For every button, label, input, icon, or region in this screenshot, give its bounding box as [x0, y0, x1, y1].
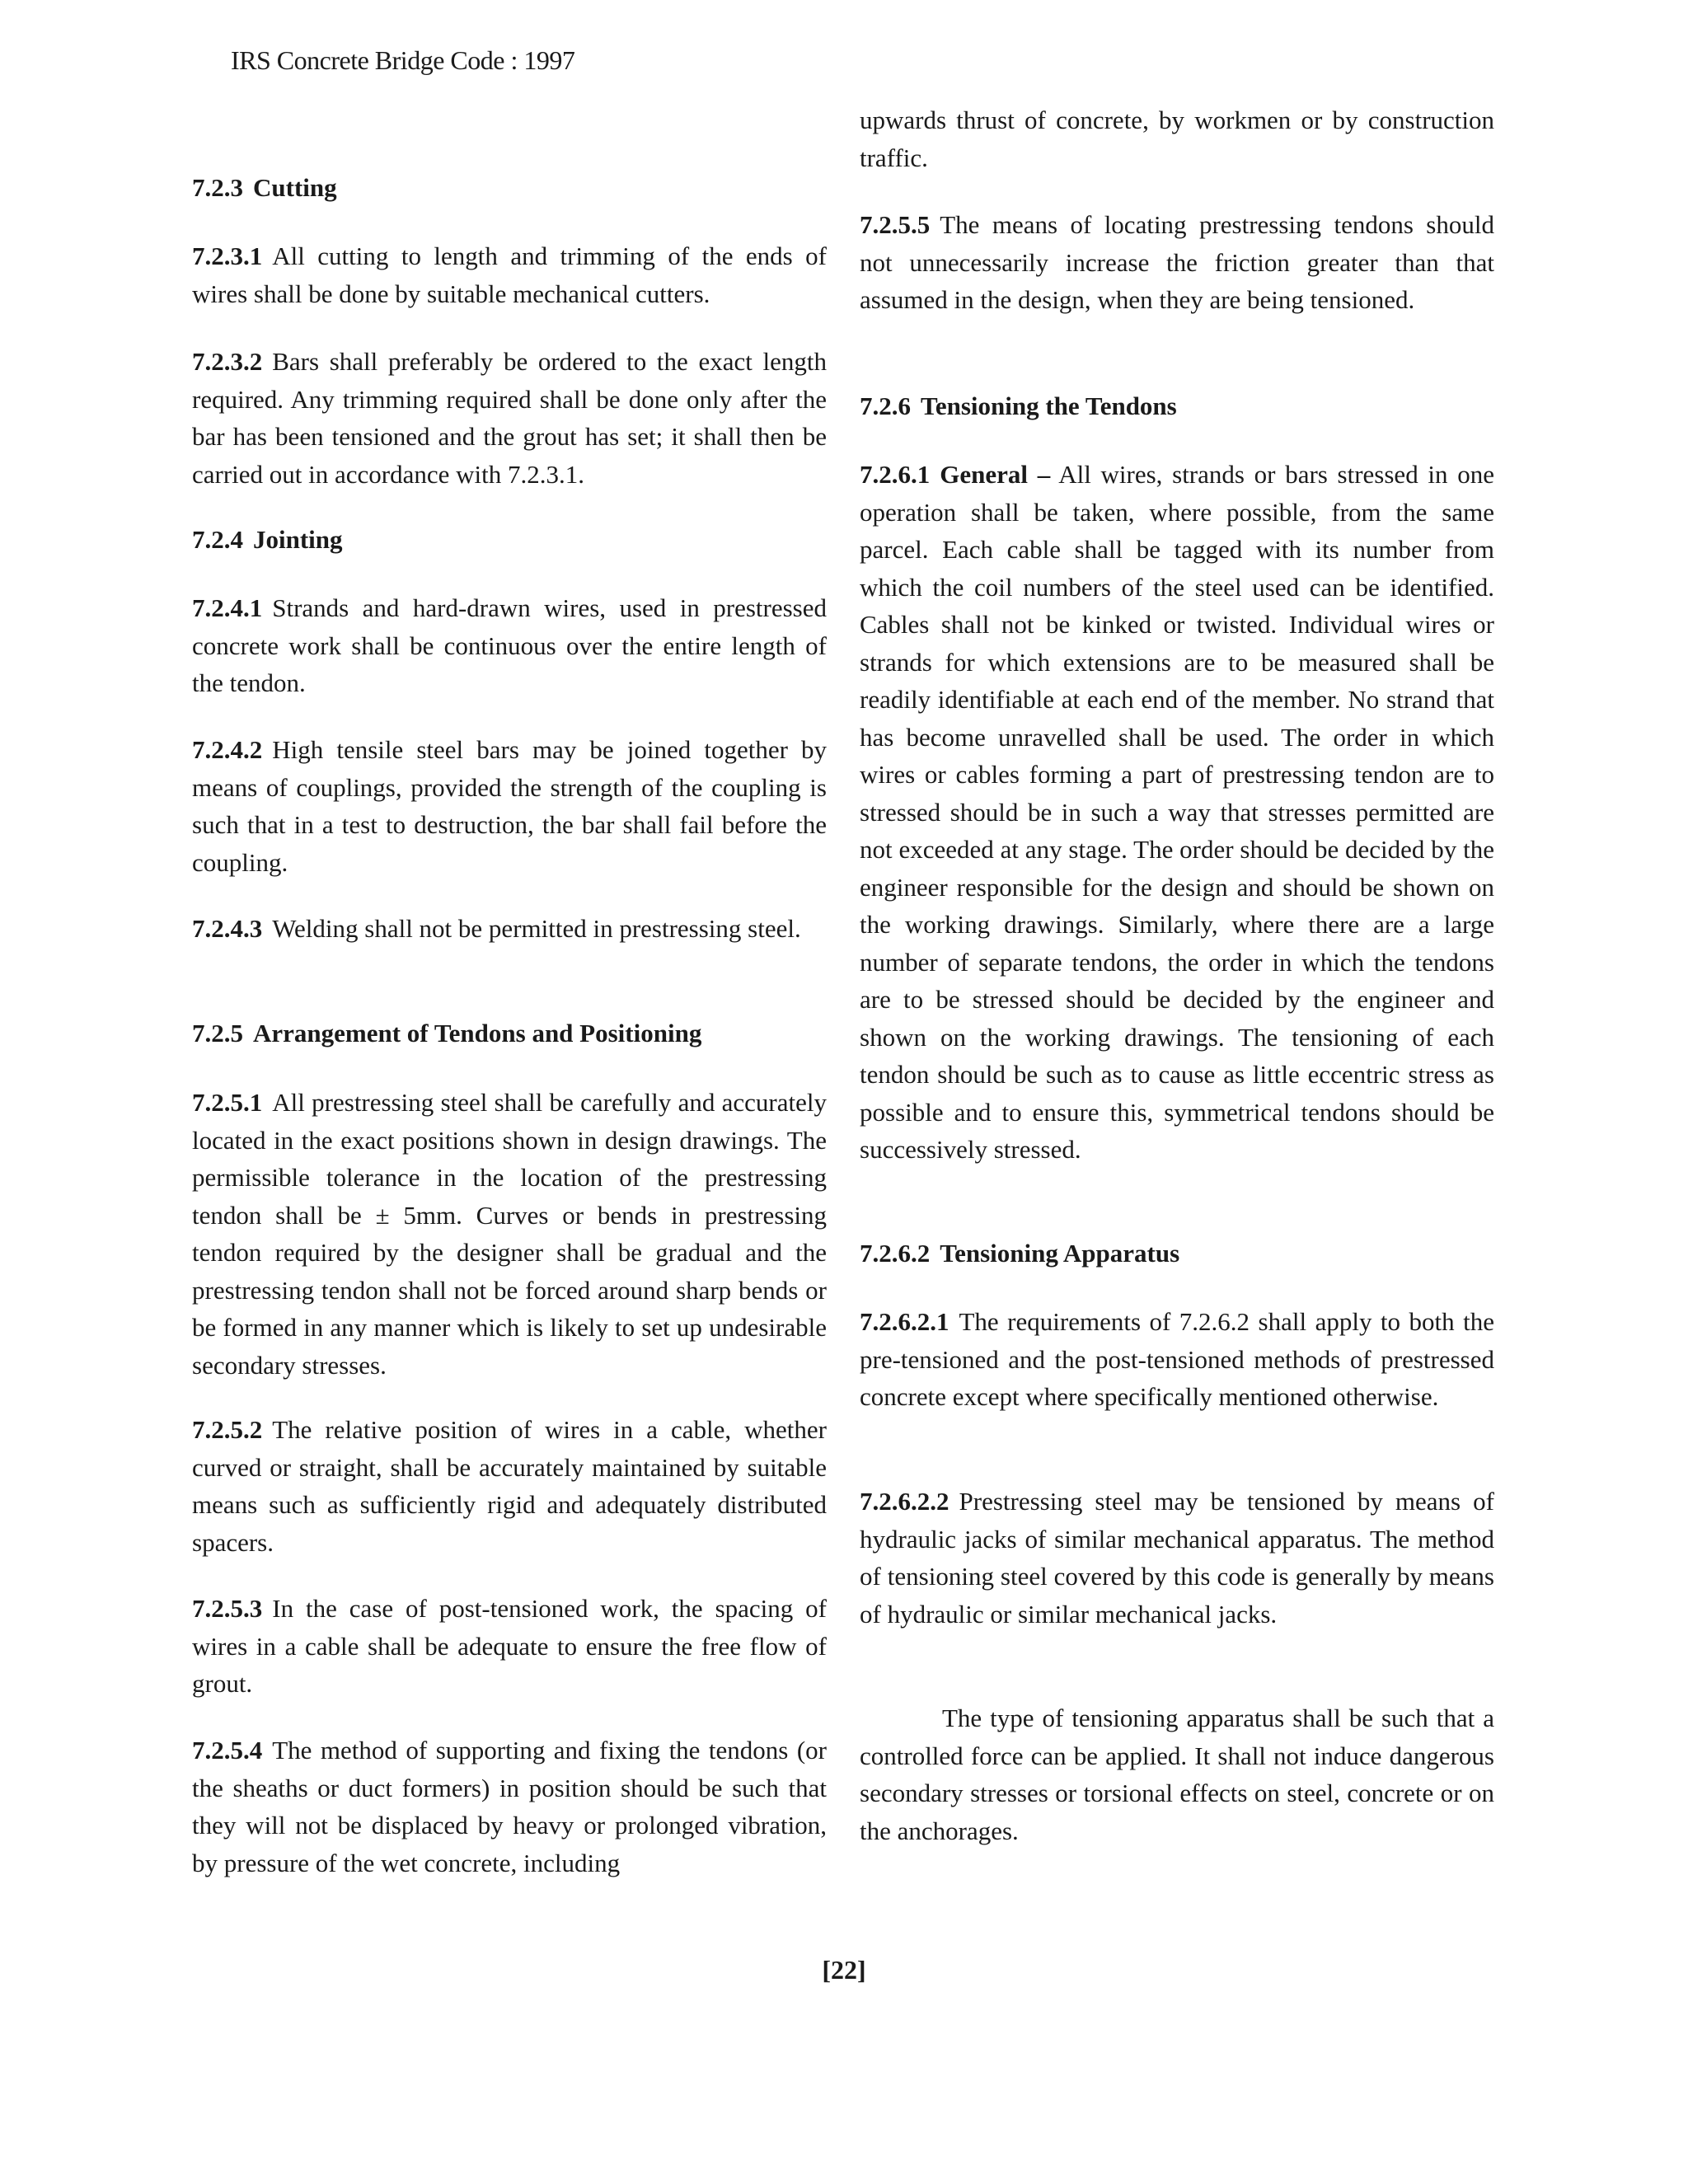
- clause-text: Strands and hard-drawn wires, used in prestressed concrete work shall be continuous over the entire length of the tendon.: [192, 593, 827, 697]
- section-heading: [860, 387, 1494, 425]
- clause-number: 7.2.4.3: [192, 914, 263, 943]
- clause-text: The type of tensioning apparatus shall be such that a controlled force can be applied. It shall not induce dangerous secondary stresses or torsional effects on steel, concrete or on the anchorages.: [860, 1704, 1494, 1845]
- clause-number: 7.2.5.3: [192, 1594, 263, 1623]
- clause-text: All prestressing steel shall be carefully and accurately located in the exact positions shown in design drawings. The permissible tolerance in the location of the prestressing tendon shall be ± 5mm. Curves or bends in prestressing tendon required by the designer shall be gradual and the prestressing tendon shall not be forced around sharp bends or be formed in any manner which is likely to set up undesirable secondary stresses.: [192, 1088, 827, 1380]
- section-number: 7.2.6: [860, 391, 911, 420]
- section-number: 7.2.5: [192, 1019, 243, 1047]
- indented-paragraph: [860, 1699, 1494, 1849]
- clause-paragraph: [192, 1084, 827, 1384]
- section-number: 7.2.4: [192, 525, 243, 554]
- clause-paragraph: [860, 456, 1494, 1169]
- clause-number: 7.2.3.1: [192, 241, 263, 270]
- clause-number: 7.2.5.2: [192, 1415, 263, 1444]
- clause-paragraph: [192, 731, 827, 881]
- continuation-paragraph: [860, 101, 1494, 176]
- clause-text: The requirements of 7.2.6.2 shall apply to both the pre-tensioned and the post-tensioned methods of prestressed concrete except where specifically mentioned otherwise.: [860, 1307, 1494, 1411]
- clause-number: 7.2.3.2: [192, 347, 263, 376]
- clause-number: 7.2.5.5: [860, 210, 931, 239]
- section-number: 7.2.6.2: [860, 1239, 931, 1268]
- clause-paragraph: [192, 343, 827, 493]
- clause-number: 7.2.6.2.2: [860, 1487, 950, 1516]
- clause-lead: General –: [940, 460, 1051, 489]
- section-heading: [860, 1235, 1494, 1272]
- clause-paragraph: [860, 1303, 1494, 1416]
- clause-paragraph: [192, 589, 827, 702]
- section-title: Tensioning the Tendons: [921, 391, 1177, 420]
- section-heading: [192, 521, 827, 559]
- clause-text: The relative position of wires in a cable, whether curved or straight, shall be accurately maintained by suitable means such as sufficiently rigid and adequately distributed spacers.: [192, 1415, 827, 1557]
- clause-paragraph: [192, 1732, 827, 1882]
- clause-paragraph: [192, 910, 827, 948]
- section-title: Cutting: [253, 173, 337, 202]
- clause-number: 7.2.4.2: [192, 735, 263, 764]
- clause-text: All cutting to length and trimming of the ends of wires shall be done by suitable mechanical cutters.: [192, 241, 827, 308]
- page-number: [22]: [822, 1955, 866, 1985]
- clause-text: All wires, strands or bars stressed in one operation shall be taken, where possible, from the same parcel. Each cable shall be tagged with its number from which the coil numbers of the steel used can be identified. Cables shall not be kinked or twisted. Individual wires or strands for which extensions are to be measured shall be readily identifiable at each end of the member. No strand that has become unravelled shall be used. The order in which wires or cables forming a part of prestressing tendon are to stressed should be in such a way that stresses permitted are not exceeded at any stage. The order should be decided by the engineer responsible for the design and should be shown on the working drawings. Similarly, where there are a large number of separate tendons, the order in which the tendons are to be stressed should be decided by the engineer and shown on the working drawings. The tensioning of each tendon should be such as to cause as little eccentric stress as possible and to ensure this, symmetrical tendons should be successively stressed.: [860, 460, 1494, 1164]
- clause-text: Bars shall preferably be ordered to the exact length required. Any trimming required shall be done only after the bar has been tensioned and the grout has set; it shall then be carried out in accordance with 7.2.3.1.: [192, 347, 827, 489]
- clause-paragraph: [192, 1411, 827, 1561]
- clause-paragraph: [860, 1483, 1494, 1633]
- clause-text: Welding shall not be permitted in prestressing steel.: [272, 914, 801, 943]
- section-title: Tensioning Apparatus: [940, 1239, 1180, 1268]
- clause-paragraph: [860, 206, 1494, 319]
- section-title: Jointing: [253, 525, 343, 554]
- clause-text: Prestressing steel may be tensioned by means of hydraulic jacks of similar mechanical apparatus. The method of tensioning steel covered by this code is generally by means of hydraulic or similar mechanical jacks.: [860, 1487, 1494, 1629]
- clause-text: The method of supporting and fixing the tendons (or the sheaths or duct formers) in position should be such that they will not be displaced by heavy or prolonged vibration, by pressure of the wet concrete, including: [192, 1736, 827, 1877]
- section-number: 7.2.3: [192, 173, 243, 202]
- running-header: IRS Concrete Bridge Code : 1997: [231, 45, 575, 75]
- clause-text: The means of locating prestressing tendons should not unnecessarily increase the friction greater than that assumed in the design, when they are being tensioned.: [860, 210, 1494, 314]
- clause-number: 7.2.6.1: [860, 460, 931, 489]
- clause-text: In the case of post-tensioned work, the spacing of wires in a cable shall be adequate to ensure the free flow of grout.: [192, 1594, 827, 1698]
- clause-paragraph: [192, 237, 827, 312]
- section-title: Arrangement of Tendons and Positioning: [253, 1019, 702, 1047]
- section-heading: [192, 169, 827, 207]
- clause-text: upwards thrust of concrete, by workmen or by construction traffic.: [860, 105, 1494, 172]
- clause-number: 7.2.4.1: [192, 593, 263, 622]
- section-heading: [192, 1015, 827, 1052]
- clause-text: High tensile steel bars may be joined together by means of couplings, provided the strength of the coupling is such that in a test to destruction, the bar shall fail before the coupling.: [192, 735, 827, 877]
- clause-number: 7.2.5.1: [192, 1088, 263, 1117]
- clause-number: 7.2.6.2.1: [860, 1307, 950, 1336]
- clause-paragraph: [192, 1590, 827, 1703]
- clause-number: 7.2.5.4: [192, 1736, 263, 1765]
